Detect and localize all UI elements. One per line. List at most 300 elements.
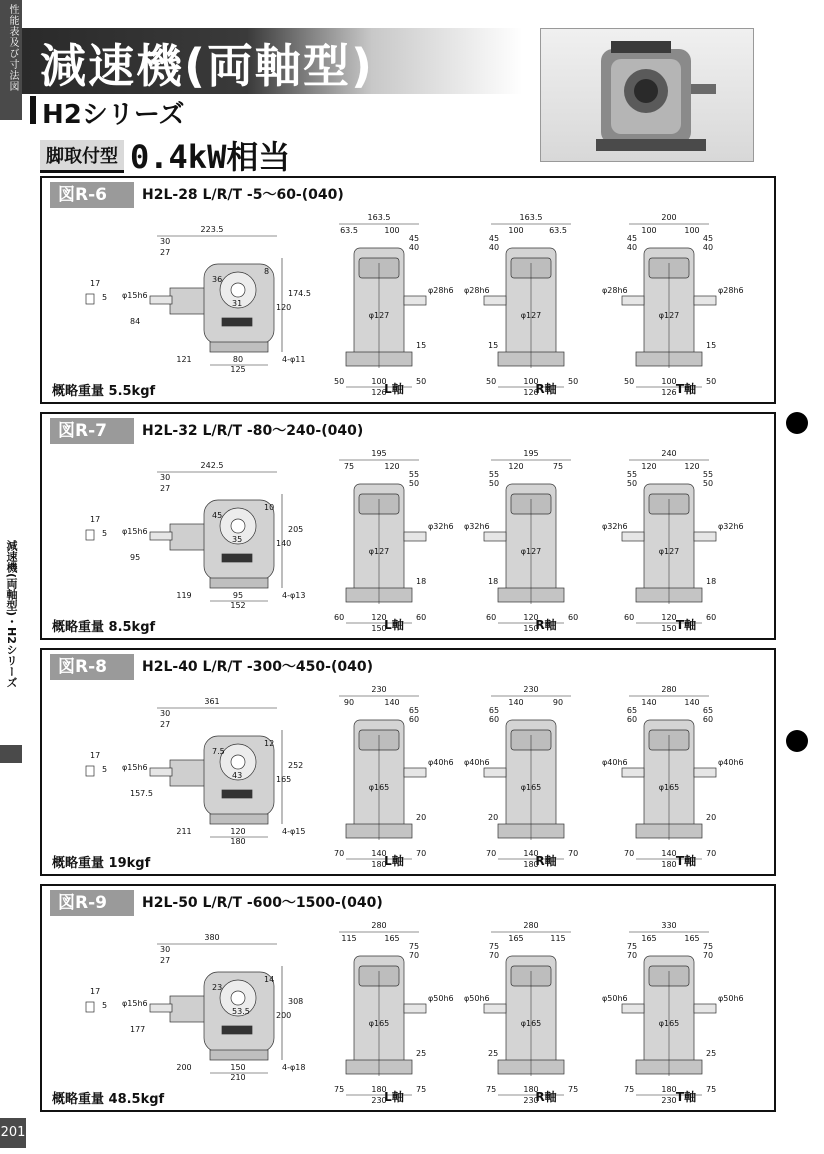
dim-e2: 70 (706, 849, 717, 858)
dim-e1: 15 (488, 341, 499, 350)
main-title: 減速機(両軸型) (40, 39, 375, 93)
dim-w1: 119 (176, 591, 192, 600)
output-shaft (484, 1004, 506, 1013)
dim-c3: 14 (264, 975, 275, 984)
dim-d2: 27 (160, 484, 171, 493)
dim-total: 200 (661, 213, 677, 222)
dim-base1: 120 (661, 613, 677, 622)
dim-b2: 55 (702, 470, 714, 479)
dim-circle: φ127 (368, 311, 390, 320)
dim-base1: 180 (523, 1085, 539, 1094)
dim-a: 100 (508, 226, 524, 235)
figure-tag: 図R-9 (50, 890, 134, 916)
output-shaft (622, 1004, 644, 1013)
series-title: H2シリーズ (42, 100, 185, 130)
dim-d2: 27 (160, 720, 171, 729)
dim-total: 195 (371, 449, 387, 458)
dim-total: 280 (371, 921, 387, 930)
dim-a: 90 (343, 698, 355, 707)
view-label-t: T軸 (675, 854, 697, 868)
dim-e2: 60 (568, 613, 579, 622)
model-number: H2L-32 L/R/T -80～240-(040) (142, 423, 364, 439)
dim-c: 65 (488, 706, 500, 715)
dim-c2: 43 (232, 771, 243, 780)
dim-e1: 18 (706, 577, 717, 586)
dim-e2: 70 (568, 849, 579, 858)
figure-tag: 図R-8 (50, 654, 134, 680)
nameplate (222, 1026, 252, 1034)
dim-b2: 65 (702, 706, 714, 715)
nameplate (222, 790, 252, 798)
dim-h2: 120 (276, 303, 292, 312)
dim-bore: φ40h6 (428, 758, 454, 767)
view-label-l: L軸 (384, 1090, 404, 1104)
dim-base1: 100 (523, 377, 539, 386)
dim-a: 165 (641, 934, 657, 943)
dim-bore: φ50h6 (428, 994, 454, 1003)
dim-key-depth: 5 (102, 765, 108, 774)
dim-base2: 126 (661, 388, 677, 397)
dim-base1: 140 (661, 849, 677, 858)
dim-e2: 50 (568, 377, 579, 386)
dim-b: 115 (550, 934, 566, 943)
dim-bore: φ32h6 (464, 522, 490, 531)
dim-bore: φ28h6 (428, 286, 454, 295)
dim-circle: φ127 (658, 311, 680, 320)
left-side-block (0, 745, 22, 763)
dim-e2: 50 (416, 377, 427, 386)
dim-key-depth: 5 (102, 1001, 108, 1010)
output-shaft (404, 532, 426, 541)
dim-hole: 4-φ18 (282, 1063, 306, 1072)
dim-w3: 125 (230, 365, 246, 374)
dim-base2: 180 (371, 860, 387, 869)
model-number: H2L-50 L/R/T -600～1500-(040) (142, 895, 383, 911)
series-marker (30, 96, 36, 124)
dim-base2: 150 (523, 624, 539, 633)
dim-b: 100 (384, 226, 400, 235)
dim-c3: 12 (264, 739, 275, 748)
dim-h2: 165 (276, 775, 292, 784)
dim-c1: 23 (212, 983, 223, 992)
input-shaft (150, 532, 172, 540)
dim-e2: 70 (416, 849, 427, 858)
dim-c2: 53.5 (232, 1007, 250, 1016)
dim-shaft: φ15h6 (122, 527, 148, 536)
output-shaft (622, 296, 644, 305)
output-bore-inner (231, 991, 245, 1005)
output-bore-inner (231, 519, 245, 533)
output-shaft (694, 1004, 716, 1013)
dim-e2b: 50 (624, 377, 635, 386)
dim-e2: 75 (416, 1085, 427, 1094)
dim-key-width: 17 (90, 515, 101, 524)
dim-e2b: 75 (486, 1085, 497, 1094)
dim-d: 60 (488, 715, 500, 724)
dim-shaft: φ15h6 (122, 763, 148, 772)
view-label-t: T軸 (675, 618, 697, 632)
dim-d: 50 (488, 479, 500, 488)
dim-total: 330 (661, 921, 677, 930)
dim-w3: 180 (230, 837, 246, 846)
dim-e1: 20 (706, 813, 717, 822)
dim-bore: φ40h6 (464, 758, 490, 767)
dim-total: 280 (523, 921, 539, 930)
power-rating: 0.4kW相当 (130, 138, 291, 176)
output-shaft (694, 296, 716, 305)
dim-circle: φ165 (368, 783, 390, 792)
dim-bore: φ50h6 (602, 994, 628, 1003)
dim-base1: 120 (523, 613, 539, 622)
dim-b: 90 (552, 698, 564, 707)
dim-w3: 152 (230, 601, 246, 610)
dim-e2: 75 (568, 1085, 579, 1094)
dim-base1: 100 (371, 377, 387, 386)
dim-circle: φ127 (520, 311, 542, 320)
dim-c: 55 (488, 470, 500, 479)
dim-e1: 25 (706, 1049, 717, 1058)
binder-hole (786, 412, 808, 434)
left-side-label-text: 減速機(両軸型)・H2シリーズ (5, 540, 18, 688)
dim-base2: 180 (661, 860, 677, 869)
dim-e2b: 75 (624, 1085, 635, 1094)
mounting-type-tag: 脚取付型 (40, 140, 124, 173)
input-shaft (150, 768, 172, 776)
dim-e1: 20 (488, 813, 499, 822)
dim-b: 55 (626, 470, 638, 479)
dim-h3: 84 (130, 317, 141, 326)
dim-b: 75 (626, 942, 638, 951)
dim-a2: 120 (684, 462, 700, 471)
dim-c: 45 (408, 234, 420, 243)
dim-e2b: 75 (334, 1085, 345, 1094)
motor-flange (170, 996, 208, 1022)
approx-weight: 概略重量 5.5kgf (52, 384, 156, 399)
dim-b: 140 (384, 698, 400, 707)
dim-key-width: 17 (90, 987, 101, 996)
dim-a: 140 (508, 698, 524, 707)
dim-c: 50 (626, 479, 638, 488)
dim-c2: 40 (702, 243, 714, 252)
dim-bore: φ50h6 (464, 994, 490, 1003)
output-shaft (622, 768, 644, 777)
dim-base1: 120 (371, 613, 387, 622)
dim-d: 70 (408, 951, 420, 960)
dim-circle: φ165 (658, 1019, 680, 1028)
section-side-tab-text: 性能表及び寸法図 (7, 4, 18, 92)
dim-c2: 70 (702, 951, 714, 960)
dim-w2: 80 (232, 355, 244, 364)
dim-hole: 4-φ11 (282, 355, 306, 364)
binder-hole (786, 730, 808, 752)
dim-base1: 100 (661, 377, 677, 386)
motor-flange (170, 524, 208, 550)
input-shaft (150, 1004, 172, 1012)
dim-h2: 140 (276, 539, 292, 548)
dim-d1: 30 (160, 473, 171, 482)
dim-c2: 60 (702, 715, 714, 724)
dim-total: 240 (661, 449, 677, 458)
mounting-foot (210, 814, 268, 824)
drawing-panel (40, 884, 776, 1112)
dim-c1: 45 (212, 511, 223, 520)
dim-bore: φ28h6 (464, 286, 490, 295)
model-number: H2L-40 L/R/T -300～450-(040) (142, 659, 373, 675)
output-shaft (694, 768, 716, 777)
dim-base1: 140 (371, 849, 387, 858)
dim-d: 50 (408, 479, 420, 488)
dim-e1: 25 (488, 1049, 499, 1058)
dim-a: 120 (508, 462, 524, 471)
dim-e2: 60 (706, 613, 717, 622)
dim-shaft: φ15h6 (122, 291, 148, 300)
output-shaft (484, 296, 506, 305)
dim-total: 163.5 (519, 213, 543, 222)
motor-flange (170, 288, 208, 314)
drawing-panel (40, 176, 776, 404)
dim-b: 75 (552, 462, 564, 471)
dim-b2: 45 (702, 234, 714, 243)
dim-circle: φ127 (368, 547, 390, 556)
dim-c: 70 (626, 951, 638, 960)
dim-a: 165 (508, 934, 524, 943)
dim-a2: 100 (684, 226, 700, 235)
dim-w2: 120 (230, 827, 246, 836)
dim-key-depth: 5 (102, 293, 108, 302)
dim-e2b: 60 (624, 613, 635, 622)
dim-b2: 75 (702, 942, 714, 951)
left-side-label (0, 540, 22, 750)
dim-c: 75 (408, 942, 420, 951)
dim-h3: 177 (130, 1025, 146, 1034)
dim-d1: 30 (160, 237, 171, 246)
dim-circle: φ165 (658, 783, 680, 792)
dim-total: 230 (523, 685, 539, 694)
dim-h1: 252 (288, 761, 304, 770)
page-number: 201 (0, 1118, 26, 1148)
dim-e1: 25 (416, 1049, 427, 1058)
dim-base2: 150 (371, 624, 387, 633)
key-detail (86, 530, 94, 540)
dim-bore: φ32h6 (602, 522, 628, 531)
dim-e1: 15 (416, 341, 427, 350)
dim-d1: 30 (160, 945, 171, 954)
nameplate (222, 554, 252, 562)
dim-a: 63.5 (340, 226, 358, 235)
output-shaft (404, 768, 426, 777)
dim-a: 115 (341, 934, 357, 943)
dim-circle: φ127 (658, 547, 680, 556)
approx-weight: 概略重量 8.5kgf (52, 620, 156, 635)
dim-a2: 140 (684, 698, 700, 707)
dim-key-depth: 5 (102, 529, 108, 538)
dim-bore: φ32h6 (428, 522, 454, 531)
dim-e1: 18 (488, 577, 499, 586)
model-number: H2L-28 L/R/T -5～60-(040) (142, 187, 344, 203)
output-shaft (484, 768, 506, 777)
dim-e1: 15 (706, 341, 717, 350)
dim-a: 75 (343, 462, 355, 471)
output-shaft (404, 1004, 426, 1013)
view-label-l: L軸 (384, 382, 404, 396)
dim-c1: 7.5 (212, 747, 225, 756)
dim-b: 45 (626, 234, 638, 243)
dim-c3: 8 (264, 267, 270, 276)
dim-bore: φ40h6 (718, 758, 744, 767)
drawing-panel (40, 648, 776, 876)
dim-base2: 230 (371, 1096, 387, 1105)
dim-bore: φ40h6 (602, 758, 628, 767)
dim-c: 75 (488, 942, 500, 951)
dim-a: 120 (641, 462, 657, 471)
dim-circle: φ127 (520, 547, 542, 556)
view-label-r: R軸 (535, 382, 557, 396)
dim-bore: φ28h6 (718, 286, 744, 295)
nameplate (222, 318, 252, 326)
dim-h2: 200 (276, 1011, 292, 1020)
view-label-r: R軸 (535, 854, 557, 868)
mounting-foot (210, 342, 268, 352)
dim-w2: 95 (232, 591, 244, 600)
output-shaft (404, 296, 426, 305)
dim-e2b: 70 (334, 849, 345, 858)
dim-a2: 165 (684, 934, 700, 943)
dim-e1: 18 (416, 577, 427, 586)
dim-total: 195 (523, 449, 539, 458)
approx-weight: 概略重量 19kgf (52, 856, 151, 871)
dim-base2: 126 (523, 388, 539, 397)
dim-overall: 242.5 (200, 461, 224, 470)
dim-e2b: 70 (486, 849, 497, 858)
output-bore-inner (231, 755, 245, 769)
dim-h1: 308 (288, 997, 304, 1006)
dim-c: 45 (488, 234, 500, 243)
dim-c2: 35 (232, 535, 243, 544)
dim-c3: 10 (264, 503, 275, 512)
dim-h3: 157.5 (130, 789, 153, 798)
dim-w1: 200 (176, 1063, 192, 1072)
dim-circle: φ165 (520, 1019, 542, 1028)
key-detail (86, 1002, 94, 1012)
dim-w1: 121 (176, 355, 192, 364)
dim-b: 165 (384, 934, 400, 943)
input-shaft (150, 296, 172, 304)
dim-circle: φ165 (368, 1019, 390, 1028)
dim-e2: 75 (706, 1085, 717, 1094)
dim-overall: 361 (204, 697, 220, 706)
dim-hole: 4-φ15 (282, 827, 306, 836)
dim-bore: φ32h6 (718, 522, 744, 531)
motor-flange (170, 760, 208, 786)
section-side-tab (0, 0, 22, 120)
dim-e1: 20 (416, 813, 427, 822)
dim-h3: 95 (130, 553, 141, 562)
dim-total: 280 (661, 685, 677, 694)
dim-base2: 126 (371, 388, 387, 397)
dim-e2b: 50 (334, 377, 345, 386)
dim-e2b: 70 (624, 849, 635, 858)
dim-a: 140 (641, 698, 657, 707)
view-label-l: L軸 (384, 854, 404, 868)
dim-w2: 150 (230, 1063, 246, 1072)
dim-c: 60 (626, 715, 638, 724)
dim-overall: 380 (204, 933, 220, 942)
dim-b: 65 (626, 706, 638, 715)
dim-d: 40 (488, 243, 500, 252)
dim-shaft: φ15h6 (122, 999, 148, 1008)
mounting-foot (210, 1050, 268, 1060)
dim-d2: 27 (160, 956, 171, 965)
dim-bore: φ28h6 (602, 286, 628, 295)
dim-bore: φ50h6 (718, 994, 744, 1003)
dim-overall: 223.5 (200, 225, 224, 234)
dim-a: 100 (641, 226, 657, 235)
drawing-panel (40, 412, 776, 640)
output-shaft (622, 532, 644, 541)
dim-d2: 27 (160, 248, 171, 257)
dim-e2b: 60 (334, 613, 345, 622)
figure-tag: 図R-7 (50, 418, 134, 444)
view-label-l: L軸 (384, 618, 404, 632)
output-bore-inner (231, 283, 245, 297)
dim-c2: 50 (702, 479, 714, 488)
approx-weight: 概略重量 48.5kgf (52, 1092, 165, 1107)
dim-c: 65 (408, 706, 420, 715)
dim-b: 63.5 (549, 226, 567, 235)
key-detail (86, 294, 94, 304)
dim-circle: φ165 (520, 783, 542, 792)
dim-c: 55 (408, 470, 420, 479)
dim-total: 163.5 (367, 213, 391, 222)
dim-base1: 180 (371, 1085, 387, 1094)
dim-e2: 50 (706, 377, 717, 386)
output-shaft (484, 532, 506, 541)
mounting-foot (210, 578, 268, 588)
dim-base2: 230 (523, 1096, 539, 1105)
dim-b: 120 (384, 462, 400, 471)
dim-key-width: 17 (90, 751, 101, 760)
view-label-r: R軸 (535, 618, 557, 632)
dim-base1: 180 (661, 1085, 677, 1094)
dim-d: 60 (408, 715, 420, 724)
view-label-t: T軸 (675, 1090, 697, 1104)
dim-d1: 30 (160, 709, 171, 718)
dim-c1: 36 (212, 275, 223, 284)
dim-base2: 150 (661, 624, 677, 633)
key-detail (86, 766, 94, 776)
product-photo (540, 28, 754, 162)
dim-e2: 60 (416, 613, 427, 622)
view-label-r: R軸 (535, 1090, 557, 1104)
figure-tag: 図R-6 (50, 182, 134, 208)
dim-d: 40 (408, 243, 420, 252)
dim-w3: 210 (230, 1073, 246, 1082)
dim-c: 40 (626, 243, 638, 252)
dim-h1: 205 (288, 525, 304, 534)
dim-e2b: 60 (486, 613, 497, 622)
dim-base2: 230 (661, 1096, 677, 1105)
dim-w1: 211 (176, 827, 192, 836)
dim-base2: 180 (523, 860, 539, 869)
dim-c2: 31 (232, 299, 243, 308)
dim-h1: 174.5 (288, 289, 311, 298)
dim-e2b: 50 (486, 377, 497, 386)
view-label-t: T軸 (675, 382, 697, 396)
dim-key-width: 17 (90, 279, 101, 288)
dim-d: 70 (488, 951, 500, 960)
dim-total: 230 (371, 685, 387, 694)
dim-hole: 4-φ13 (282, 591, 306, 600)
